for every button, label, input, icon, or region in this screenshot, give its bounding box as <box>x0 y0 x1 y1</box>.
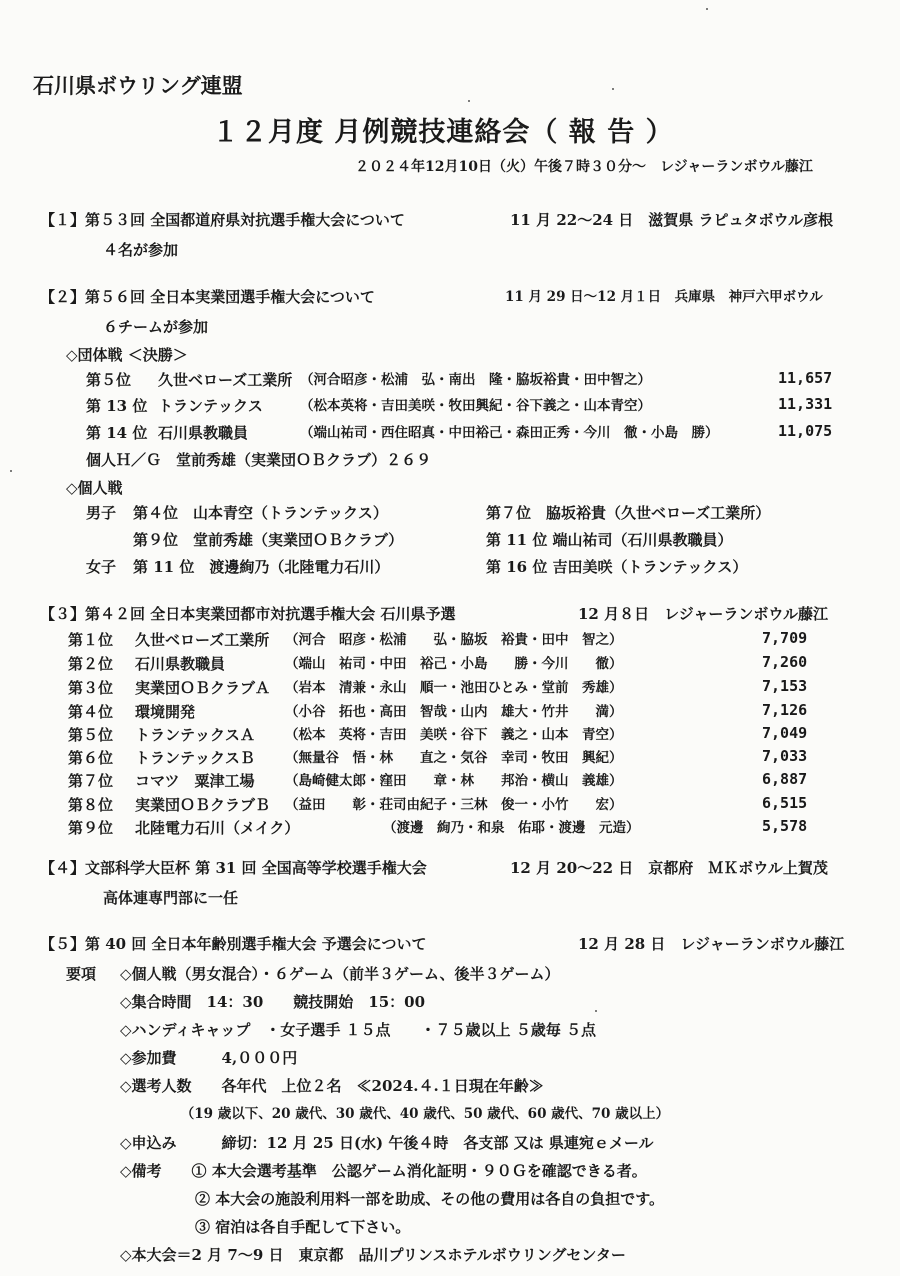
team-result-team: 久世ベローズ工業所 <box>158 371 293 389</box>
result-rank: 第４位 <box>68 703 114 721</box>
requirement-line: ◇ハンディキャップ ・女子選手 １５点 ・７５歳以上 ５歳毎 ５点 <box>120 1021 597 1039</box>
requirement-line: ◇集合時間 14：30 競技開始 15：00 <box>120 993 426 1011</box>
result-members: （無量谷 悟・林 直之・気谷 幸司・牧田 興紀） <box>285 750 623 766</box>
team-event-label: ◇団体戦 ＜決勝＞ <box>66 346 188 364</box>
result-rank: 第５位 <box>68 726 114 744</box>
result-score: 6,515 <box>762 794 808 812</box>
result-score: 7,260 <box>762 653 808 671</box>
requirement-line: ◇参加費 4,０００円 <box>120 1049 298 1067</box>
scan-speck <box>612 88 614 90</box>
result-rank: 第８位 <box>68 796 114 814</box>
requirements-label: 要項 <box>66 965 97 983</box>
team-result-score: 11,075 <box>778 422 833 440</box>
requirement-line: ◇選考人数 各年代 上位２名 ≪2024.４.１日現在年齢≫ <box>120 1077 544 1095</box>
result-members: （益田 彰・荘司由紀子・三林 俊一・小竹 宏） <box>285 797 623 813</box>
result-members: （松本 英将・吉田 美咲・谷下 義之・山本 青空） <box>285 727 623 743</box>
result-members: （島崎健太郎・窪田 章・林 邦治・横山 義雄） <box>285 773 623 789</box>
result-team: 実業団ＯＢクラブＡ <box>135 679 271 697</box>
meeting-date-venue: ２０２４年12月10日（火）午後７時３０分～ レジャーランボウル藤江 <box>355 159 813 175</box>
result-members: （小谷 拓也・高田 智哉・山内 雄大・竹井 満） <box>285 704 623 720</box>
result-score: 7,126 <box>762 701 808 719</box>
result-members: （端山 祐司・中田 裕己・小島 勝・今川 徹） <box>285 656 623 672</box>
requirement-line: ◇申込み 締切：12 月 25 日(水) 午後４時 各支部 又は 県連宛ｅメール <box>120 1134 654 1152</box>
team-result-members: （松本英将・吉田美咲・牧田興紀・谷下義之・山本青空） <box>300 398 651 414</box>
section2-note: ６チームが参加 <box>103 318 209 336</box>
individual-result: 第 11 位 端山祐司（石川県教職員） <box>486 531 733 549</box>
scan-speck <box>468 100 470 102</box>
team-result-members: （端山祐司・西住昭真・中田裕己・森田正秀・今川 徹・小島 勝） <box>300 425 719 441</box>
result-members: （岩本 清兼・永山 順一・池田ひとみ・堂前 秀雄） <box>285 680 623 696</box>
section4-note: 高体連専門部に一任 <box>103 889 239 907</box>
result-score: 7,049 <box>762 724 808 742</box>
result-team: 北陸電力石川（メイク） <box>135 819 300 837</box>
scan-speck <box>10 470 12 472</box>
team-result-rank: 第 14 位 <box>86 424 148 442</box>
requirement-line: ◇個人戦（男女混合）・６ゲーム（前半３ゲーム、後半３ゲーム） <box>120 965 560 983</box>
result-team: 久世ベローズ工業所 <box>135 631 270 649</box>
page-title: １２月度 月例競技連絡会（ 報 告 ） <box>212 117 674 148</box>
result-rank: 第９位 <box>68 819 114 837</box>
organization-name: 石川県ボウリング連盟 <box>33 73 243 98</box>
requirement-line: （19 歳以下、20 歳代、30 歳代、40 歳代、50 歳代、60 歳代、70 歳以上） <box>120 1106 670 1122</box>
result-team: トランテックスＢ <box>135 749 255 767</box>
result-score: 6,887 <box>762 770 808 788</box>
high-game: 個人Ｈ／Ｇ 堂前秀雄（実業団ＯＢクラブ）２６９ <box>86 451 432 469</box>
result-score: 5,578 <box>762 817 808 835</box>
result-rank: 第３位 <box>68 679 114 697</box>
result-members: （河合 昭彦・松浦 弘・脇坂 裕貴・田中 智之） <box>285 632 623 648</box>
requirement-line: ◇本大会＝2 月 7～9 日 東京都 品川プリンスホテルボウリングセンター <box>120 1246 626 1264</box>
individual-result: 第９位 堂前秀雄（実業団ＯＢクラブ） <box>133 531 404 549</box>
result-score: 7,153 <box>762 677 808 695</box>
result-score: 7,033 <box>762 747 808 765</box>
section1-note: ４名が参加 <box>103 241 179 259</box>
individual-result: 第７位 脇坂裕貴（久世ベローズ工業所） <box>486 504 771 522</box>
team-result-team: トランテックス <box>158 397 263 415</box>
result-team: 環境開発 <box>135 703 196 721</box>
team-result-team: 石川県教職員 <box>158 424 249 442</box>
result-team: トランテックスＡ <box>135 726 255 744</box>
scan-speck <box>595 1010 597 1012</box>
women-label: 女子 <box>86 558 117 576</box>
team-result-score: 11,657 <box>778 369 833 387</box>
section3-info: 12 月８日 レジャーランボウル藤江 <box>578 605 828 623</box>
result-rank: 第１位 <box>68 631 114 649</box>
result-rank: 第６位 <box>68 749 114 767</box>
result-score: 7,709 <box>762 629 808 647</box>
section1-info: 11 月 22～24 日 滋賀県 ラピュタボウル彦根 <box>510 211 834 229</box>
men-label: 男子 <box>86 504 117 522</box>
team-result-rank: 第５位 <box>86 371 132 389</box>
team-result-members: （河合昭彦・松浦 弘・南出 隆・脇坂裕貴・田中智之） <box>300 372 651 388</box>
section3-heading: 【３】第４２回 全日本実業団都市対抗選手権大会 石川県予選 <box>40 605 456 623</box>
result-team: コマツ 粟津工場 <box>135 772 255 790</box>
section2-heading: 【２】第５６回 全日本実業団選手権大会について <box>40 288 375 306</box>
result-team: 石川県教職員 <box>135 655 226 673</box>
individual-result: 第４位 山本青空（トランテックス） <box>133 504 388 522</box>
individual-result: 第 16 位 吉田美咲（トランテックス） <box>486 558 748 576</box>
section5-heading: 【５】第 40 回 全日本年齢別選手権大会 予選会について <box>40 935 427 953</box>
result-rank: 第７位 <box>68 772 114 790</box>
team-result-rank: 第 13 位 <box>86 397 148 415</box>
result-members: （渡邊 絢乃・和泉 佑耶・渡邊 元造） <box>383 820 640 836</box>
requirement-line: ③ 宿泊は各自手配して下さい。 <box>120 1218 411 1236</box>
section4-info: 12 月 20～22 日 京都府 ＭＫボウル上賀茂 <box>510 859 828 877</box>
requirement-line: ◇備考 ① 本大会選考基準 公認ゲーム消化証明・９０Ｇを確認できる者。 <box>120 1162 647 1180</box>
individual-event-label: ◇個人戦 <box>66 479 123 497</box>
requirement-line: ② 本大会の施設利用料一部を助成、その他の費用は各自の負担です。 <box>120 1190 665 1208</box>
scan-speck <box>706 8 708 10</box>
team-result-score: 11,331 <box>778 395 833 413</box>
section5-info: 12 月 28 日 レジャーランボウル藤江 <box>578 935 845 953</box>
individual-result: 第 11 位 渡邊絢乃（北陸電力石川） <box>133 558 390 576</box>
result-team: 実業団ＯＢクラブＢ <box>135 796 271 814</box>
section1-heading: 【１】第５３回 全国都道府県対抗選手権大会について <box>40 211 405 229</box>
result-rank: 第２位 <box>68 655 114 673</box>
section2-info: 11 月 29 日～12 月１日 兵庫県 神戸六甲ボウル <box>505 289 823 305</box>
section4-heading: 【４】文部科学大臣杯 第 31 回 全国高等学校選手権大会 <box>40 859 427 877</box>
